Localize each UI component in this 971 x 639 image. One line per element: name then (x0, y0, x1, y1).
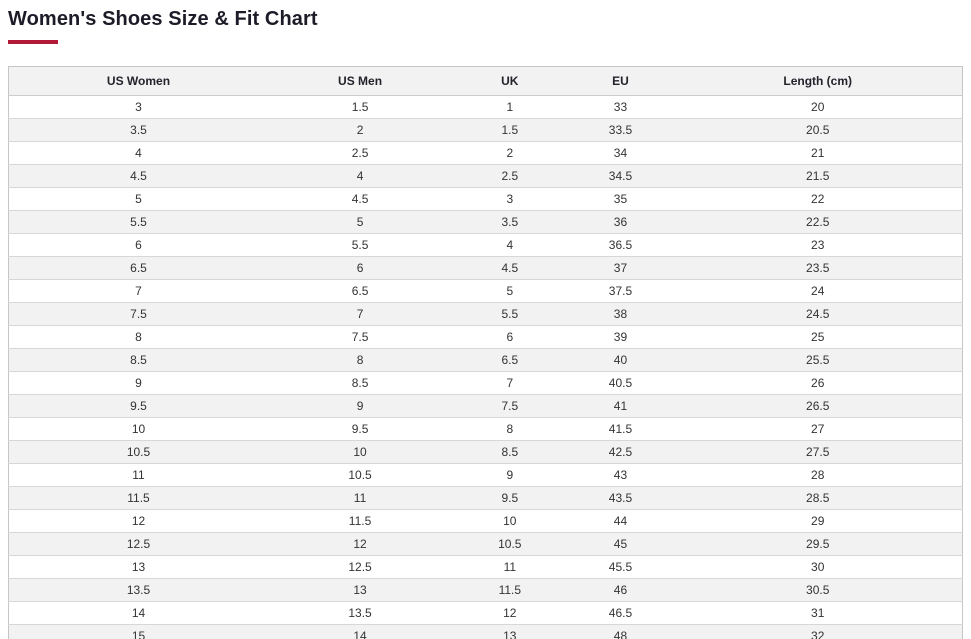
column-header: UK (452, 67, 567, 96)
table-body (9, 96, 963, 639)
table-row (9, 625, 963, 639)
table-cell: 6 (268, 257, 452, 280)
table-cell: 10 (9, 418, 268, 441)
table-cell: 10 (452, 510, 567, 533)
table-cell: 10.5 (9, 441, 268, 464)
table-cell: 28.5 (673, 487, 962, 510)
table-cell: 7.5 (9, 303, 268, 326)
table-row (9, 441, 963, 464)
table-row (9, 326, 963, 349)
table-row (9, 510, 963, 533)
table-row (9, 395, 963, 418)
table-cell: 22 (673, 188, 962, 211)
table-row (9, 165, 963, 188)
table-cell: 2.5 (452, 165, 567, 188)
table-cell: 12.5 (9, 533, 268, 556)
table-cell: 7 (268, 303, 452, 326)
table-cell: 39 (568, 326, 674, 349)
column-header: US Men (268, 67, 452, 96)
table-cell: 45.5 (568, 556, 674, 579)
table-cell: 28 (673, 464, 962, 487)
table-cell: 13 (268, 579, 452, 602)
table-cell: 29 (673, 510, 962, 533)
table-cell: 37.5 (568, 280, 674, 303)
table-cell: 12 (9, 510, 268, 533)
table-cell: 4.5 (452, 257, 567, 280)
table-cell: 29.5 (673, 533, 962, 556)
table-cell: 6 (452, 326, 567, 349)
table-cell: 5.5 (268, 234, 452, 257)
table-cell: 25 (673, 326, 962, 349)
table-cell: 48 (568, 625, 674, 639)
table-cell: 1.5 (452, 119, 567, 142)
table-cell: 5.5 (9, 211, 268, 234)
table-cell: 7.5 (452, 395, 567, 418)
table-cell: 5 (452, 280, 567, 303)
table-row (9, 119, 963, 142)
table-cell: 24.5 (673, 303, 962, 326)
table-cell: 30.5 (673, 579, 962, 602)
table-row (9, 188, 963, 211)
table-cell: 14 (268, 625, 452, 639)
table-row (9, 280, 963, 303)
table-cell: 9 (9, 372, 268, 395)
table-cell: 40.5 (568, 372, 674, 395)
table-cell: 6 (9, 234, 268, 257)
table-cell: 6.5 (268, 280, 452, 303)
table-cell: 37 (568, 257, 674, 280)
table-cell: 9 (268, 395, 452, 418)
table-row (9, 142, 963, 165)
table-cell: 21 (673, 142, 962, 165)
table-cell: 26 (673, 372, 962, 395)
table-cell: 46 (568, 579, 674, 602)
table-cell: 38 (568, 303, 674, 326)
table-cell: 34 (568, 142, 674, 165)
table-cell: 4.5 (9, 165, 268, 188)
table-row (9, 464, 963, 487)
table-cell: 6.5 (9, 257, 268, 280)
table-cell: 27.5 (673, 441, 962, 464)
table-cell: 11 (452, 556, 567, 579)
table-cell: 33 (568, 96, 674, 119)
table-cell: 35 (568, 188, 674, 211)
table-cell: 12 (268, 533, 452, 556)
table-cell: 1.5 (268, 96, 452, 119)
table-row (9, 211, 963, 234)
table-cell: 25.5 (673, 349, 962, 372)
table-cell: 11.5 (9, 487, 268, 510)
table-row (9, 579, 963, 602)
table-cell: 4 (268, 165, 452, 188)
table-row (9, 372, 963, 395)
table-row (9, 303, 963, 326)
table-cell: 23.5 (673, 257, 962, 280)
table-cell: 8 (268, 349, 452, 372)
table-cell: 11 (268, 487, 452, 510)
table-cell: 3.5 (452, 211, 567, 234)
table-cell: 9.5 (452, 487, 567, 510)
table-row (9, 602, 963, 625)
table-cell: 5.5 (452, 303, 567, 326)
table-cell: 2.5 (268, 142, 452, 165)
table-row (9, 257, 963, 280)
table-cell: 31 (673, 602, 962, 625)
table-row (9, 533, 963, 556)
table-cell: 45 (568, 533, 674, 556)
table-cell: 33.5 (568, 119, 674, 142)
table-cell: 23 (673, 234, 962, 257)
table-cell: 7 (9, 280, 268, 303)
table-cell: 2 (268, 119, 452, 142)
table-cell: 11.5 (452, 579, 567, 602)
table-cell: 3 (9, 96, 268, 119)
table-cell: 43.5 (568, 487, 674, 510)
table-cell: 24 (673, 280, 962, 303)
table-cell: 41 (568, 395, 674, 418)
size-chart-table (8, 66, 963, 639)
table-cell: 22.5 (673, 211, 962, 234)
table-cell: 27 (673, 418, 962, 441)
table-cell: 5 (268, 211, 452, 234)
table-cell: 15 (9, 625, 268, 639)
table-cell: 5 (9, 188, 268, 211)
table-cell: 2 (452, 142, 567, 165)
table-row (9, 349, 963, 372)
table-cell: 12 (452, 602, 567, 625)
table-cell: 42.5 (568, 441, 674, 464)
table-cell: 14 (9, 602, 268, 625)
table-cell: 8 (9, 326, 268, 349)
table-cell: 44 (568, 510, 674, 533)
table-cell: 13 (452, 625, 567, 639)
table-cell: 32 (673, 625, 962, 639)
table-cell: 3.5 (9, 119, 268, 142)
table-cell: 10.5 (268, 464, 452, 487)
column-header: Length (cm) (673, 67, 962, 96)
table-cell: 12.5 (268, 556, 452, 579)
table-row (9, 487, 963, 510)
table-cell: 26.5 (673, 395, 962, 418)
table-cell: 13.5 (9, 579, 268, 602)
table-cell: 41.5 (568, 418, 674, 441)
table-cell: 10 (268, 441, 452, 464)
table-cell: 7.5 (268, 326, 452, 349)
table-cell: 36 (568, 211, 674, 234)
table-header-row (9, 67, 963, 96)
table-cell: 9.5 (268, 418, 452, 441)
table-cell: 8.5 (9, 349, 268, 372)
table-cell: 1 (452, 96, 567, 119)
table-cell: 11.5 (268, 510, 452, 533)
table-cell: 7 (452, 372, 567, 395)
table-cell: 20.5 (673, 119, 962, 142)
column-header: EU (568, 67, 674, 96)
page-title: Women's Shoes Size & Fit Chart (8, 8, 318, 30)
table-cell: 3 (452, 188, 567, 211)
table-cell: 11 (9, 464, 268, 487)
table-cell: 46.5 (568, 602, 674, 625)
table-cell: 9 (452, 464, 567, 487)
table-cell: 8 (452, 418, 567, 441)
table-row (9, 96, 963, 119)
table-row (9, 418, 963, 441)
table-cell: 4.5 (268, 188, 452, 211)
table-cell: 21.5 (673, 165, 962, 188)
column-header: US Women (9, 67, 268, 96)
title-underline (8, 40, 58, 44)
table-cell: 9.5 (9, 395, 268, 418)
table-head (9, 67, 963, 96)
table-cell: 4 (9, 142, 268, 165)
table-cell: 8.5 (452, 441, 567, 464)
table-cell: 13 (9, 556, 268, 579)
table-cell: 13.5 (268, 602, 452, 625)
table-cell: 43 (568, 464, 674, 487)
table-cell: 30 (673, 556, 962, 579)
table-cell: 6.5 (452, 349, 567, 372)
table-cell: 34.5 (568, 165, 674, 188)
table-cell: 10.5 (452, 533, 567, 556)
table-cell: 36.5 (568, 234, 674, 257)
table-cell: 20 (673, 96, 962, 119)
table-cell: 8.5 (268, 372, 452, 395)
table-cell: 40 (568, 349, 674, 372)
table-cell: 4 (452, 234, 567, 257)
table-row (9, 556, 963, 579)
table-row (9, 234, 963, 257)
